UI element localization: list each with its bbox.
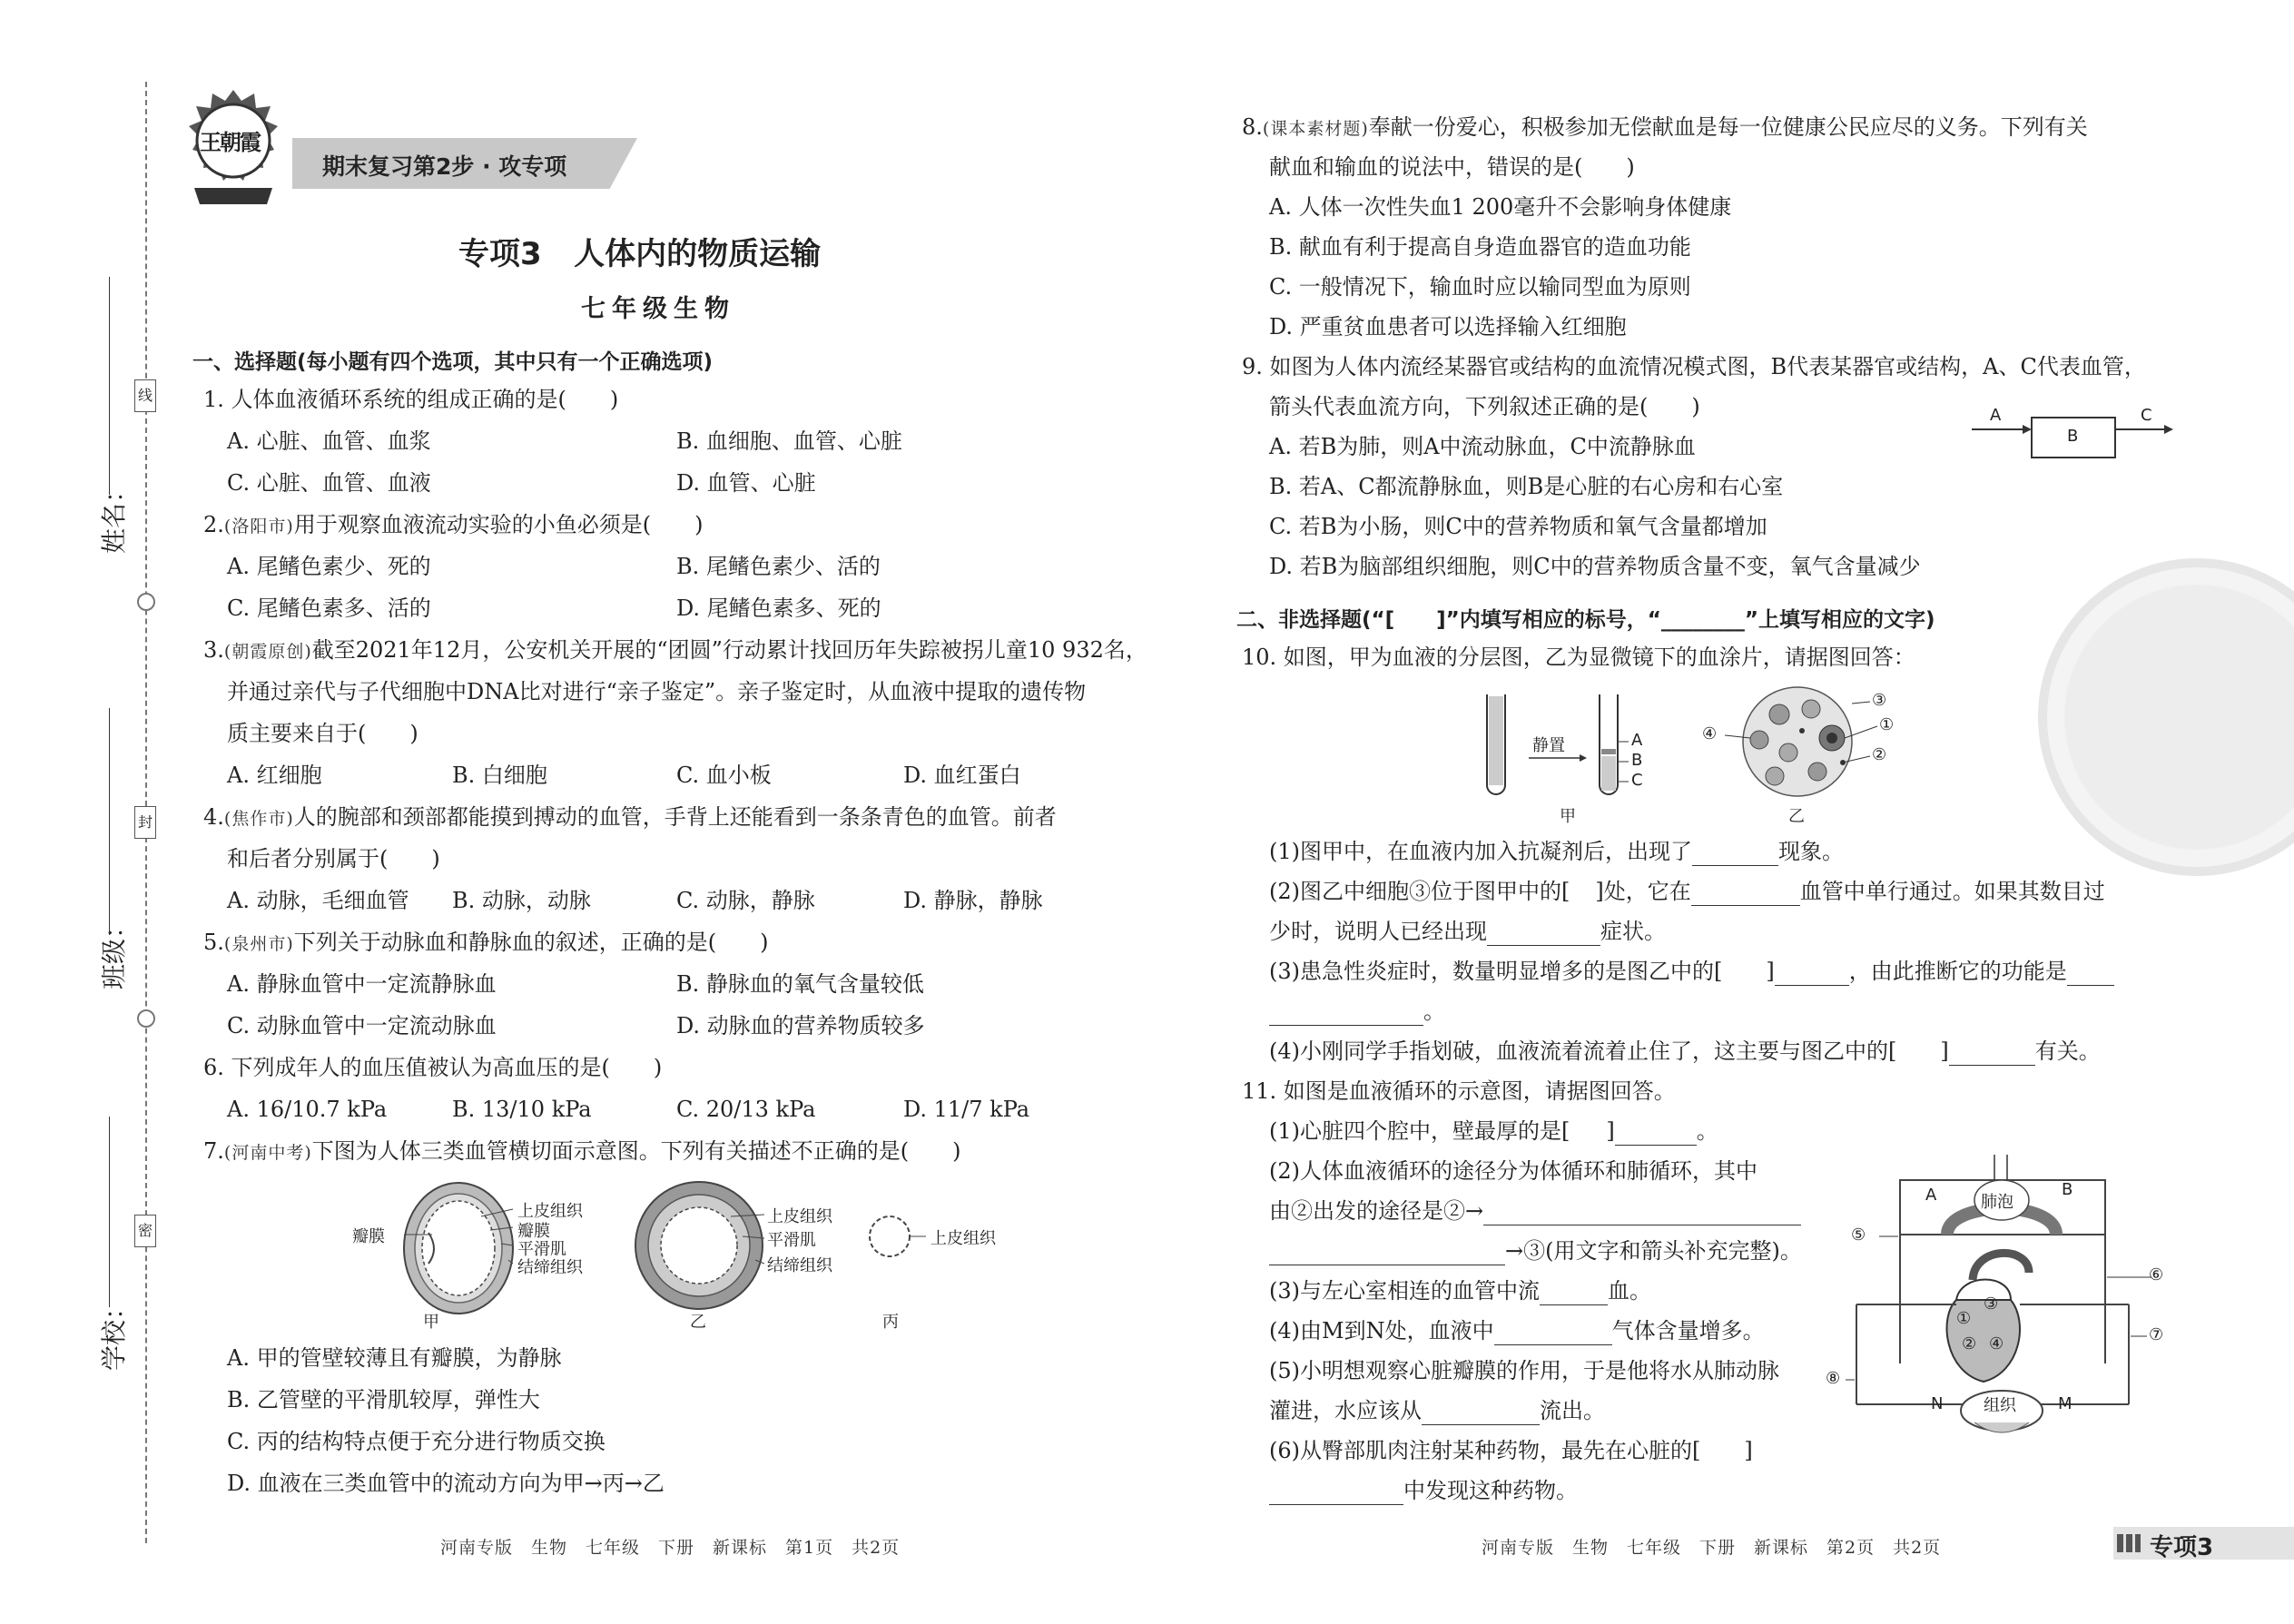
q10-p4-bracket: ] (1940, 1038, 1949, 1064)
q11-stem: 11. 如图是血液循环的示意图，请据图回答。 (1242, 1078, 1676, 1104)
q7-jia-label-3: 平滑肌 (517, 1240, 566, 1259)
q11-blank-1b[interactable] (1615, 1121, 1697, 1146)
gutter-ornament-icon (137, 593, 155, 611)
q10-num-3: ③ (1872, 691, 1887, 710)
q5-option-d[interactable]: D. 动脉血的营养物质较多 (676, 1013, 925, 1038)
q8-option-b[interactable]: B. 献血有利于提高自身造血器官的造血功能 (1269, 234, 1691, 260)
section-heading-choice: 一、选择题(每小题有四个选项，其中只有一个正确选项) (192, 350, 714, 374)
q2-option-a[interactable]: A. 尾鳍色素少、死的 (227, 554, 431, 579)
q1-option-d[interactable]: D. 血管、心脏 (676, 470, 816, 496)
footer-left: 河南专版 生物 七年级 下册 新课标 第1页 共2页 (440, 1538, 901, 1558)
q10-settle-label: 静置 (1532, 736, 1565, 755)
gutter-mark-xian: 线 (134, 379, 156, 412)
q11-fig-n1: ① (1956, 1309, 1972, 1328)
q11-part5-line1: (5)小明想观察心脏瓣膜的作用，于是他将水从肺动脉 (1269, 1358, 1779, 1383)
q11-bracket-1a[interactable] (1570, 1122, 1606, 1146)
q10-layer-b: B (1631, 751, 1643, 770)
class-label: 班级： (99, 912, 130, 990)
q8-stem-line2: 献血和输血的说法中，错误的是( ) (1269, 154, 1635, 180)
q7-caption-bing: 丙 (882, 1313, 899, 1332)
q10-caption-yi: 乙 (1788, 807, 1805, 826)
q11-fig-m-label: M (2058, 1394, 2072, 1413)
q10-p4-tail: 有关。 (2034, 1038, 2101, 1064)
q6-option-c[interactable]: C. 20/13 kPa (676, 1097, 816, 1122)
q5-stem (203, 928, 768, 959)
q7-option-a[interactable]: A. 甲的管壁较薄且有瓣膜，为静脉 (227, 1345, 562, 1371)
step-label: 期末复习第2步 · 攻专项 (322, 153, 567, 180)
q4-option-a[interactable]: A. 动脉，毛细血管 (227, 888, 409, 913)
q7-jia-label-2: 瓣膜 (517, 1222, 550, 1241)
q10-num-4: ④ (1702, 724, 1718, 743)
q2-source: (洛阳市) (223, 517, 294, 536)
q6-option-d[interactable]: D. 11/7 kPa (903, 1097, 1030, 1122)
q10-p2-mid: ]处，它在 (1595, 879, 1691, 904)
q2-num: 2. (203, 512, 224, 537)
q7-option-b[interactable]: B. 乙管壁的平滑肌较厚，弹性大 (227, 1387, 540, 1412)
q5-text: 下列关于动脉血和静脉血的叙述，正确的是( ) (293, 930, 769, 955)
q10-layer-c: C (1631, 771, 1643, 790)
q7-option-d[interactable]: D. 血液在三类血管中的流动方向为甲→丙→乙 (227, 1471, 665, 1496)
page-title: 专项3 人体内的物质运输 (458, 236, 822, 272)
name-field[interactable] (109, 277, 110, 495)
q11-blank-2a[interactable] (1483, 1201, 1801, 1225)
q4-option-b[interactable]: B. 动脉，动脉 (452, 888, 591, 913)
section-heading-nonchoice: 二、非选择题(“[ ]”内填写相应的标号，“________”上填写相应的文字) (1236, 608, 1935, 632)
q4-num: 4. (203, 804, 224, 830)
name-label: 姓名： (99, 477, 130, 555)
q10-figure (1471, 685, 1925, 831)
school-field[interactable] (109, 1117, 110, 1307)
q10-part4 (1269, 1037, 2101, 1066)
q2-option-d[interactable]: D. 尾鳍色素多、死的 (676, 595, 881, 621)
q11-blank-3[interactable] (1540, 1281, 1608, 1305)
q8-source: (课本素材题) (1262, 119, 1369, 139)
q7-num: 7. (203, 1138, 224, 1164)
q8-option-c[interactable]: C. 一般情况下，输血时应以输同型血为原则 (1269, 274, 1691, 300)
q1-option-c[interactable]: C. 心脏、血管、血液 (227, 470, 431, 496)
q9-stem-line1: 9. 如图为人体内流经某器官或结构的血流情况模式图，B代表某器官或结构，A、C代表血管， (1242, 354, 2146, 379)
q9-fig-b: B (2067, 427, 2079, 446)
q9-option-b[interactable]: B. 若A、C都流静脉血，则B是心脏的右心房和右心室 (1269, 474, 1784, 499)
q10-p3-text: (3)患急性炎症时，数量明显增多的是图乙中的[ (1269, 959, 1723, 984)
q10-p1-tail: 现象。 (1778, 839, 1844, 864)
q10-p2-end: 症状。 (1600, 919, 1666, 944)
q9-option-a[interactable]: A. 若B为肺，则A中流动脉血，C中流静脉血 (1269, 434, 1696, 459)
q3-option-d[interactable]: D. 血红蛋白 (903, 763, 1021, 788)
q10-p3-mid: ，由此推断它的功能是 (1848, 959, 2067, 984)
gutter-ornament-icon (137, 1009, 155, 1028)
q7-jia-label-1: 上皮组织 (517, 1202, 583, 1221)
brand-logo (180, 86, 287, 213)
q4-stem-line2: 和后者分别属于( ) (227, 846, 440, 871)
q10-num-1: ① (1879, 715, 1895, 734)
q11-fig-n5: ⑤ (1851, 1225, 1866, 1245)
q10-layer-a: A (1631, 731, 1643, 750)
q9-fig-c: C (2141, 406, 2152, 425)
q10-p1-text: (1)图甲中，在血液内加入抗凝剂后，出现了 (1269, 839, 1692, 864)
q11-bracket-6a[interactable] (1700, 1442, 1744, 1465)
q10-p2-line2: 少时，说明人已经出现 (1269, 919, 1487, 944)
q11-p2-end: →③(用文字和箭头补充完整)。 (1505, 1238, 1802, 1264)
q10-blank-3c[interactable] (2067, 961, 2114, 986)
footer-right: 河南专版 生物 七年级 下册 新课标 第2页 共2页 (1482, 1538, 1942, 1558)
q11-p6-end: 中发现这种药物。 (1403, 1478, 1578, 1503)
q10-bracket-3a[interactable] (1722, 962, 1766, 986)
q10-part2-line1 (1269, 877, 2105, 906)
q11-fig-n-label: N (1931, 1394, 1944, 1413)
q7-text: 下图为人体三类血管横切面示意图。下列有关描述不正确的是( ) (311, 1138, 961, 1164)
q6-option-a[interactable]: A. 16/10.7 kPa (227, 1097, 388, 1122)
q3-num: 3. (203, 637, 224, 663)
q11-p1-text: (1)心脏四个腔中，壁最厚的是[ (1269, 1118, 1570, 1144)
q4-text: 人的腕部和颈部都能摸到搏动的血管，手背上还能看到一条条青色的血管。前者 (293, 804, 1057, 830)
q9-option-c[interactable]: C. 若B为小肠，则C中的营养物质和氧气含量都增加 (1269, 514, 1767, 539)
q11-fig-tissue: 组织 (1984, 1396, 2016, 1415)
q11-part1 (1269, 1117, 1718, 1146)
q10-bracket-2a[interactable] (1570, 882, 1595, 906)
q10-blank-3d[interactable] (1269, 1001, 1423, 1026)
q1-stem: 1. 人体血液循环系统的组成正确的是( ) (203, 387, 619, 412)
q3-option-b[interactable]: B. 白细胞 (452, 763, 547, 788)
q6-option-b[interactable]: B. 13/10 kPa (452, 1097, 592, 1122)
q10-part3-line2 (1269, 997, 1445, 1026)
page-subtitle: 七年级生物 (581, 295, 735, 323)
q10-part1 (1269, 837, 1844, 866)
q3-source: (朝霞原创) (223, 642, 312, 662)
q11-p3-text: (3)与左心室相连的血管中流 (1269, 1278, 1540, 1304)
q10-bracket-4a[interactable] (1896, 1042, 1940, 1066)
q11-fig-n6: ⑥ (2149, 1265, 2164, 1284)
q7-jia-label-4: 结缔组织 (517, 1258, 583, 1277)
q4-option-c[interactable]: C. 动脉，静脉 (676, 888, 815, 913)
q10-stem: 10. 如图，甲为血液的分层图，乙为显微镜下的血涂片，请据图回答： (1242, 645, 1915, 670)
q10-blank-2b[interactable] (1691, 881, 1800, 906)
q8-option-a[interactable]: A. 人体一次性失血1 200毫升不会影响身体健康 (1269, 194, 1732, 220)
class-field[interactable] (109, 708, 110, 935)
q2-text: 用于观察血液流动实验的小鱼必须是( ) (293, 512, 704, 537)
q11-part4 (1269, 1316, 1765, 1345)
school-label: 学校： (99, 1294, 130, 1372)
q10-p3-bracket: ] (1766, 959, 1775, 984)
q7-label-valve: 瓣膜 (352, 1227, 385, 1246)
q11-p6-text: (6)从臀部肌肉注射某种药物，最先在心脏的[ (1269, 1438, 1701, 1463)
q11-fig-b: B (2062, 1180, 2073, 1199)
q11-p5-end: 流出。 (1540, 1398, 1605, 1423)
q11-fig-lung: 肺泡 (1981, 1193, 2013, 1212)
q3-stem-line1 (203, 635, 1147, 666)
q7-caption-jia: 甲 (423, 1313, 439, 1332)
gutter-mark-feng: 封 (134, 806, 156, 839)
q5-option-a[interactable]: A. 静脉血管中一定流静脉血 (227, 971, 497, 997)
brand-name: 王朝霞 (200, 129, 260, 155)
q5-option-c[interactable]: C. 动脉血管中一定流动脉血 (227, 1013, 497, 1038)
q7-yi-label-1: 上皮组织 (767, 1207, 832, 1226)
q11-fig-n4: ④ (1989, 1334, 2004, 1353)
q10-caption-jia: 甲 (1560, 807, 1576, 826)
q11-blank-6[interactable] (1269, 1481, 1403, 1505)
q11-p1-end: 。 (1696, 1118, 1718, 1144)
q11-blank-4[interactable] (1494, 1321, 1612, 1345)
q2-stem (203, 510, 703, 541)
q10-blank-3b[interactable] (1775, 961, 1849, 986)
q9-fig-a: A (1990, 406, 2002, 425)
q11-p3-end: 血。 (1608, 1278, 1651, 1304)
q11-p2-line2: 由②出发的途径是②→ (1269, 1198, 1484, 1224)
q11-circulation-figure (1826, 1146, 2170, 1454)
q11-part6-line2 (1269, 1476, 1578, 1505)
gutter-mark-mi: 密 (134, 1215, 156, 1247)
q10-part2-line2 (1269, 917, 1666, 946)
q10-p2-text: (2)图乙中细胞③位于图甲中的[ (1269, 879, 1570, 904)
q3-text: 截至2021年12月，公安机关开展的“团圆”行动累计找回历年失踪被拐儿童10 932名， (311, 637, 1147, 663)
q11-part5-line2 (1269, 1396, 1605, 1425)
q11-p4-text: (4)由M到N处，血液中 (1269, 1318, 1494, 1343)
q10-p4-text: (4)小刚同学手指划破，血液流着流着止住了，这主要与图乙中的[ (1269, 1038, 1897, 1064)
q8-stem-line1 (1242, 113, 2088, 143)
q11-part6-line1 (1269, 1436, 1753, 1465)
watermark-seal-icon (2038, 558, 2294, 876)
q7-source: (河南中考) (223, 1143, 312, 1163)
q11-p1-bracket: ] (1606, 1118, 1615, 1144)
q7-vessel-figure (345, 1180, 1035, 1343)
q11-part3 (1269, 1276, 1651, 1305)
q8-option-d[interactable]: D. 严重贫血患者可以选择输入红细胞 (1269, 314, 1627, 340)
q7-stem (203, 1137, 960, 1167)
q11-blank-2b[interactable] (1269, 1241, 1505, 1265)
q10-blank-4b[interactable] (1949, 1041, 2035, 1066)
q9-option-d[interactable]: D. 若B为脑部组织细胞，则C中的营养物质含量不变，氧气含量减少 (1269, 554, 1921, 579)
q6-stem: 6. 下列成年人的血压值被认为高血压的是( ) (203, 1055, 663, 1080)
q11-p6-bracket: ] (1744, 1438, 1753, 1463)
q4-source: (焦作市) (223, 809, 294, 829)
q7-caption-yi: 乙 (690, 1313, 706, 1332)
q7-yi-label-2: 平滑肌 (767, 1231, 816, 1250)
q11-fig-n7: ⑦ (2149, 1325, 2164, 1344)
q10-p3-end: 。 (1423, 999, 1445, 1024)
q11-p5-line2: 灌进，水应该从 (1269, 1398, 1422, 1423)
q11-part2-line3 (1269, 1236, 1802, 1265)
q10-part3-line1 (1269, 957, 2114, 986)
q10-p2-tail: 血管中单行通过。如果其数目过 (1799, 879, 2105, 904)
q11-fig-n3: ③ (1984, 1294, 1999, 1314)
q11-blank-5[interactable] (1422, 1401, 1540, 1425)
q3-option-c[interactable]: C. 血小板 (676, 763, 772, 788)
q10-num-2: ② (1872, 745, 1887, 764)
q4-stem-line1 (203, 802, 1057, 833)
q8-num: 8. (1242, 114, 1263, 140)
q3-stem-line3: 质主要来自于( ) (227, 721, 418, 746)
q10-blank-2c[interactable] (1487, 921, 1600, 946)
q2-option-b[interactable]: B. 尾鳍色素少、活的 (676, 554, 881, 579)
q11-part2-line2 (1269, 1196, 1801, 1225)
q7-option-c[interactable]: C. 丙的结构特点便于充分进行物质交换 (227, 1429, 605, 1454)
q8-text: 奉献一份爱心，积极参加无偿献血是每一位健康公民应尽的义务。下列有关 (1368, 114, 2088, 140)
corner-tag: 专项3 (2150, 1534, 2214, 1561)
q5-source: (泉州市) (223, 934, 294, 954)
q5-num: 5. (203, 930, 224, 955)
q3-stem-line2: 并通过亲代与子代细胞中DNA比对进行“亲子鉴定”。亲子鉴定时，从血液中提取的遗传物 (227, 679, 1087, 704)
q9-flow-figure (1970, 406, 2179, 468)
q3-option-a[interactable]: A. 红细胞 (227, 763, 322, 788)
q4-option-d[interactable]: D. 静脉，静脉 (903, 888, 1043, 913)
q11-fig-n8: ⑧ (1826, 1369, 1841, 1388)
q2-option-c[interactable]: C. 尾鳍色素多、活的 (227, 595, 431, 621)
q10-blank-1[interactable] (1692, 842, 1778, 866)
q5-option-b[interactable]: B. 静脉血的氧气含量较低 (676, 971, 924, 997)
q9-stem-line2: 箭头代表血流方向，下列叙述正确的是( ) (1269, 394, 1700, 419)
q11-part2-line1: (2)人体血液循环的途径分为体循环和肺循环，其中 (1269, 1158, 1757, 1184)
q11-p4-end: 气体含量增多。 (1611, 1318, 1765, 1343)
q1-option-a[interactable]: A. 心脏、血管、血浆 (227, 428, 431, 454)
corner-squares-icon (2117, 1534, 2141, 1552)
q11-fig-n2: ② (1962, 1334, 1977, 1353)
q11-fig-a: A (1925, 1186, 1937, 1205)
q1-option-b[interactable]: B. 血细胞、血管、心脏 (676, 428, 902, 454)
q7-bing-label: 上皮组织 (930, 1229, 996, 1248)
q7-yi-label-3: 结缔组织 (767, 1256, 832, 1275)
